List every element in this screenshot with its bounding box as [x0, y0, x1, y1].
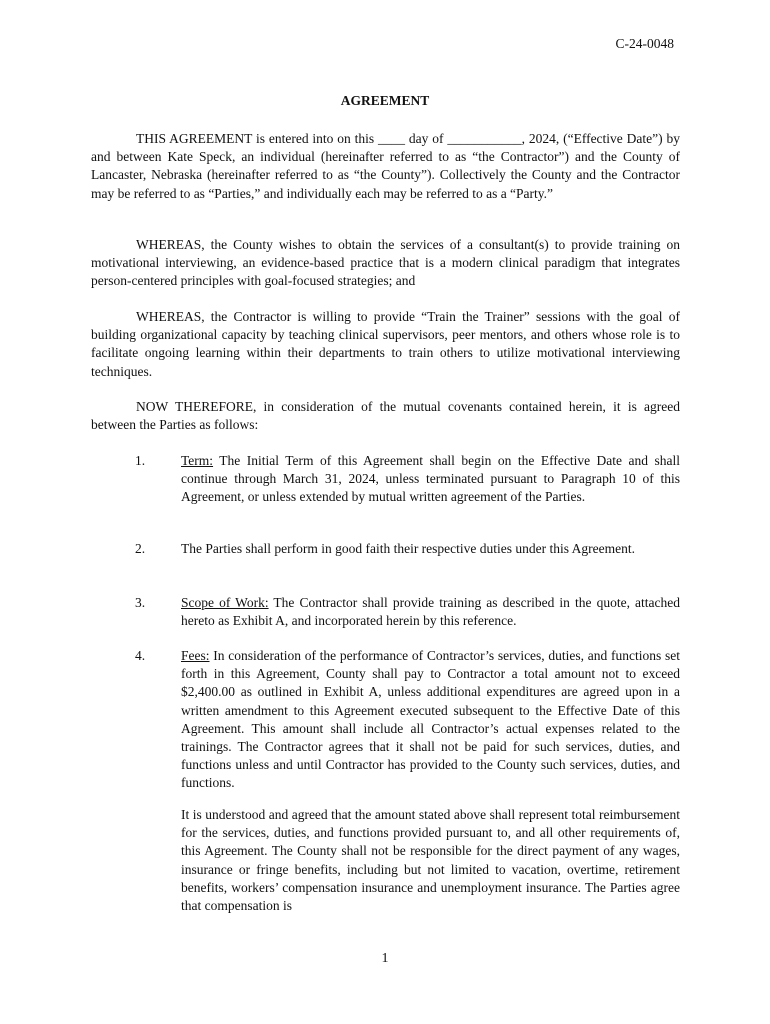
item-term — [181, 452, 680, 507]
item-text: The Contractor shall provide training as described in the quote, attached hereto as Exhibit A, and incorporated herein by this reference. — [181, 595, 680, 629]
now-therefore-paragraph: NOW THEREFORE, in consideration of the mutual covenants contained herein, it is agreed between the Parties as follows: — [91, 399, 680, 433]
item-text: In consideration of the performance of Contractor’s services, duties, and functions set forth in this Agreement, County shall pay to Contractor a total amount not to exceed $2,400.00 as outlined in Exhibit A, unless additional expenditures are agreed upon in a written amendment to this Agreement executed subsequent to the Effective Date of this Agreement. This amount shall include all Contractor’s actual expenses related to the trainings. The Contractor agrees that it shall not be paid for such services, duties, and functions unless and until Contractor has provided to the County such services, duties, and functions. — [181, 648, 680, 791]
page-number: 1 — [381, 951, 389, 966]
whereas-paragraph-1: WHEREAS, the County wishes to obtain the services of a consultant(s) to provide training on motivational interviewing, an evidence-based practice that is a modern clinical paradigm that integrates person-centered principles with goal-focused strategies; and — [91, 237, 680, 289]
item-good-faith — [181, 540, 680, 558]
document-id: C-24-0048 — [615, 36, 674, 51]
item-heading: Term: — [181, 453, 214, 468]
item-text: The Initial Term of this Agreement shall begin on the Effective Date and shall continue through March 31, 2024, unless terminated pursuant to Paragraph 10 of this Agreement, or unless extended by mutual written agreement of the Parties. — [181, 453, 680, 505]
intro-paragraph: THIS AGREEMENT is entered into on this ____ day of ___________, 2024, (“Effective Date”) by and between Kate Speck, an individual (hereinafter referred to as “the Contractor”) and the County of Lancaster, Nebraska (hereinafter referred to as “the County”). Collectively the County and the Contractor may be referred to as “Parties,” and individually each may be referred to as a “Party.” — [91, 131, 680, 201]
item-number: 4. — [135, 648, 146, 663]
item-text: The Parties shall perform in good faith their respective duties under this Agreement. — [181, 541, 635, 556]
item-heading: Scope of Work: — [181, 595, 269, 610]
item-scope-of-work — [181, 594, 680, 630]
item-heading: Fees: — [181, 648, 210, 663]
item-number: 1. — [135, 453, 146, 468]
whereas-paragraph-2: WHEREAS, the Contractor is willing to provide “Train the Trainer” sessions with the goal of building organizational capacity by teaching clinical supervisors, peer mentors, and others whose role is to facilitate ongoing learning within their departments to train others to utilize motivational interviewing techniques. — [91, 309, 680, 379]
item-number: 3. — [135, 595, 146, 610]
item-fees-continued: It is understood and agreed that the amount stated above shall represent total reimbursement for the services, duties, and functions provided pursuant to, and all other requirements of, this Agreement. The County shall not be responsible for the direct payment of any wages, insurance or fringe benefits, including but not limited to vacation, overtime, retirement benefits, workers’ compensation insurance and unemployment insurance. The Parties agree that compensation is — [181, 807, 680, 914]
page-title: AGREEMENT — [340, 93, 430, 108]
item-fees — [181, 647, 680, 793]
item-number: 2. — [135, 541, 146, 556]
